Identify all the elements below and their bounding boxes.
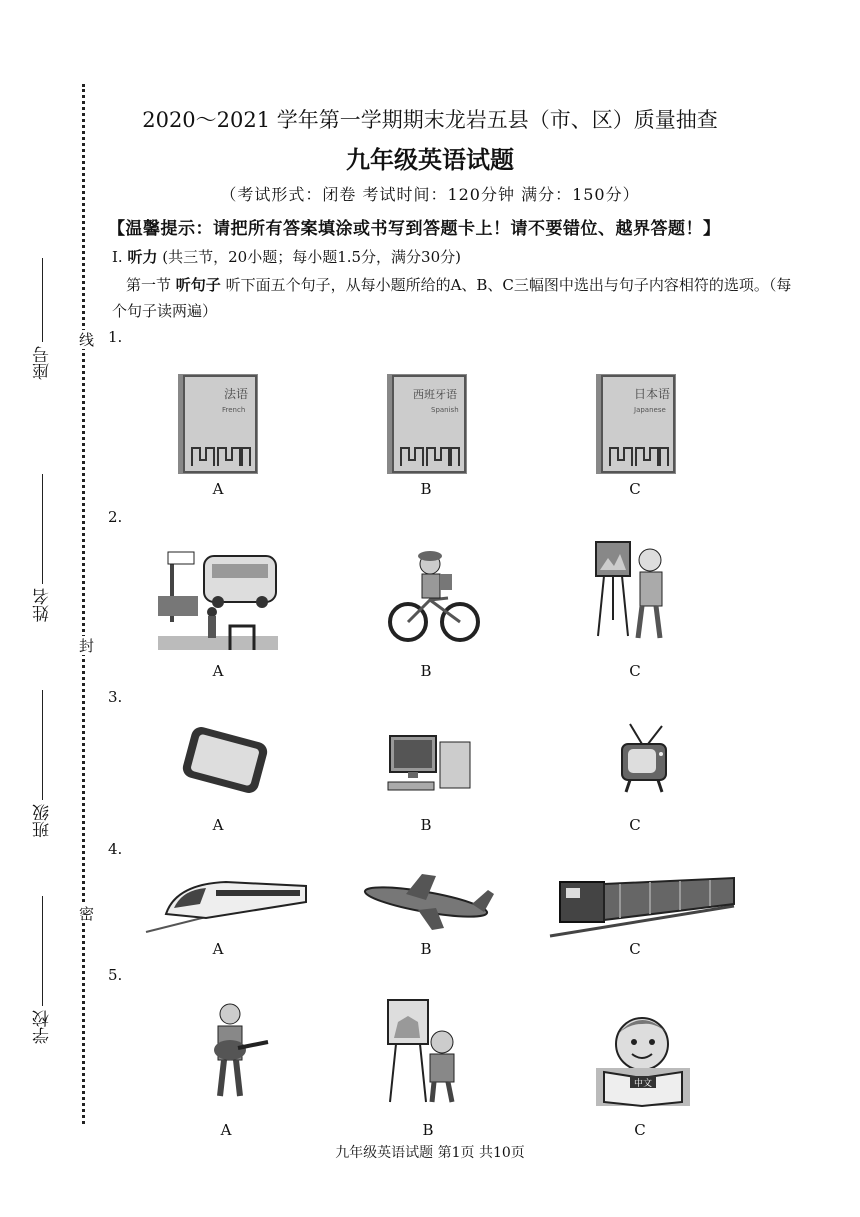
- q3-option-b[interactable]: B: [420, 816, 432, 834]
- q4-option-a[interactable]: A: [212, 940, 224, 958]
- binding-word-line: 线: [77, 332, 95, 347]
- q5-option-b[interactable]: B: [422, 1121, 434, 1139]
- question-1-number: 1.: [108, 328, 123, 346]
- boy-reading-chinese-icon: [596, 1010, 690, 1106]
- part1-title: 听句子: [175, 276, 221, 294]
- q4-option-c[interactable]: C: [629, 940, 641, 958]
- binding-word-secret: 密: [77, 906, 95, 921]
- boy-painting-icon: [594, 540, 678, 644]
- spanish-book-icon: [387, 374, 467, 474]
- japanese-book-cn: 日本语: [634, 387, 671, 401]
- binding-word-seal: 封: [77, 638, 95, 653]
- japanese-book-en: Japanese: [634, 406, 666, 414]
- seat-number-label: 座号: [33, 346, 53, 380]
- freight-train-icon: [550, 872, 734, 938]
- part1-text: 听下面五个句子，从每小题所给的A、B、C三幅图中选出与句子内容相符的选项。（每个句子读两遍）: [112, 276, 792, 320]
- airplane-icon: [362, 872, 496, 932]
- man-guitar-icon: [208, 1002, 270, 1100]
- exam-info: （考试形式：闭卷 考试时间：120分钟 满分：150分）: [220, 185, 640, 204]
- q5-option-a[interactable]: A: [220, 1121, 232, 1139]
- high-speed-train-icon: [146, 874, 306, 936]
- part1-label: 第一节: [126, 276, 176, 294]
- school-field[interactable]: [30, 896, 55, 1044]
- class-field[interactable]: [30, 690, 55, 838]
- bus-stop-icon: [158, 550, 278, 650]
- school-label: 学校: [33, 1010, 53, 1044]
- french-book-cn: 法语: [224, 387, 249, 401]
- reading-book-label: 中文: [633, 1079, 653, 1089]
- japanese-book-icon: [596, 374, 676, 474]
- q4-option-b[interactable]: B: [420, 940, 432, 958]
- french-book-icon: [178, 374, 258, 474]
- question-4-number: 4.: [108, 840, 123, 858]
- q2-option-a[interactable]: A: [212, 662, 224, 680]
- part1-instructions: [112, 272, 802, 324]
- question-2-number: 2.: [108, 508, 123, 526]
- spanish-book-en: Spanish: [431, 406, 459, 414]
- name-label: 姓名: [33, 588, 53, 622]
- french-book-en: French: [222, 406, 246, 414]
- q3-option-c[interactable]: C: [629, 816, 641, 834]
- q1-option-b[interactable]: B: [420, 480, 432, 498]
- q5-option-c[interactable]: C: [634, 1121, 646, 1139]
- binding-dotted-line: [82, 84, 85, 1124]
- desktop-computer-icon: [388, 734, 476, 796]
- seat-number-field[interactable]: [30, 258, 55, 380]
- section-heading: [112, 246, 461, 267]
- boy-painting-easel-icon: [386, 998, 462, 1104]
- page-footer: 九年级英语试题 第1页 共10页: [335, 1145, 525, 1161]
- reminder-tip: 【温馨提示：请把所有答案填涂或书写到答题卡上！请不要错位、越界答题！】: [108, 219, 721, 239]
- exam-title: 2020～2021 学年第一学期期末龙岩五县（市、区）质量抽查: [142, 108, 718, 132]
- boy-cycling-icon: [388, 550, 480, 644]
- question-3-number: 3.: [108, 688, 123, 706]
- exam-subject-title: 九年级英语试题: [346, 145, 514, 174]
- television-icon: [620, 722, 668, 796]
- q3-option-a[interactable]: A: [212, 816, 224, 834]
- q1-option-c[interactable]: C: [629, 480, 641, 498]
- q2-option-b[interactable]: B: [420, 662, 432, 680]
- question-5-number: 5.: [108, 966, 123, 984]
- spanish-book-cn: 西班牙语: [413, 388, 457, 401]
- q1-option-a[interactable]: A: [212, 480, 224, 498]
- section-number: Ⅰ.: [112, 248, 128, 266]
- smartphone-icon: [178, 728, 270, 792]
- name-field[interactable]: [30, 474, 55, 622]
- section-title: 听力: [127, 248, 158, 266]
- section-scoring: (共三节，20小题；每小题1.5分，满分30分): [157, 248, 461, 266]
- class-label: 班级: [33, 804, 53, 838]
- q2-option-c[interactable]: C: [629, 662, 641, 680]
